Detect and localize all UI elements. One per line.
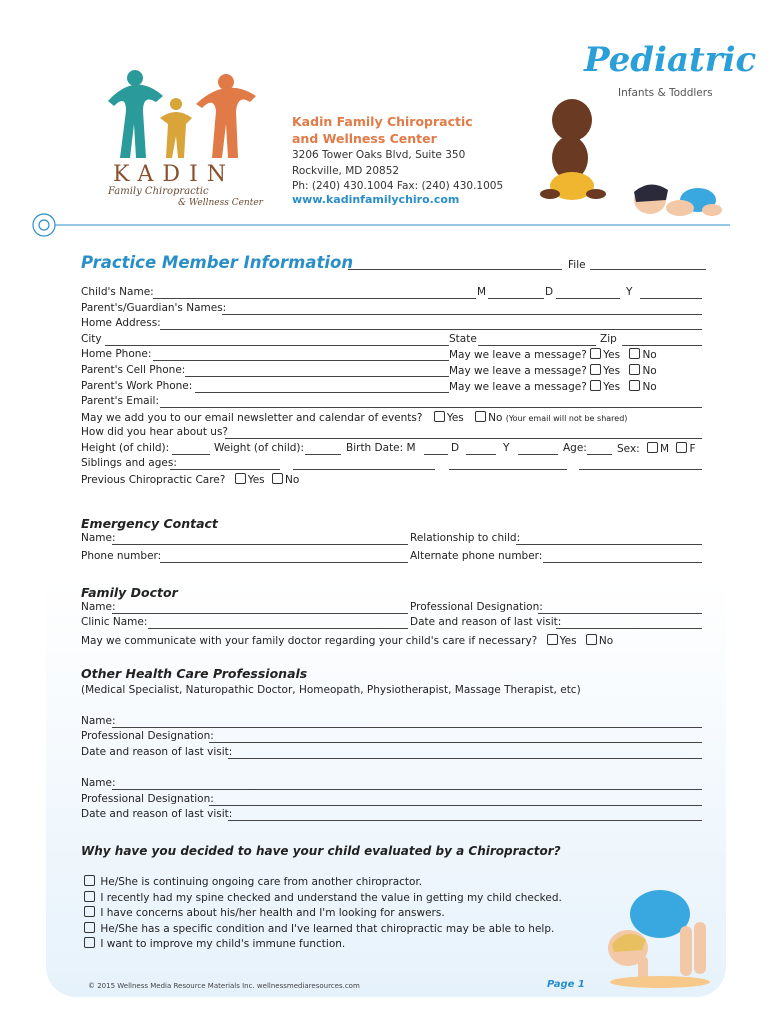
height-field[interactable] xyxy=(172,454,210,455)
no-label: No xyxy=(642,349,657,361)
why-option-3-label: I have concerns about his/her health and I'm looking for answers. xyxy=(100,907,445,919)
logo-wordmark: KADIN xyxy=(113,162,236,187)
phone-fax: Ph: (240) 430.1004 Fax: (240) 430.1005 xyxy=(292,180,504,192)
doctor-name-field[interactable] xyxy=(112,613,408,614)
hcp2-name-label: Name: xyxy=(81,777,116,789)
hear-about-field[interactable] xyxy=(225,438,702,439)
relationship-field[interactable] xyxy=(516,544,702,545)
work-phone-label: Parent's Work Phone: xyxy=(81,380,193,392)
birth-year-field[interactable] xyxy=(518,454,558,455)
logo-subtitle-2: & Wellness Center xyxy=(178,198,263,208)
why-option xyxy=(84,875,422,889)
why-option-1-checkbox[interactable] xyxy=(84,875,95,886)
cell-phone-message-question xyxy=(449,364,657,378)
practice-title: Practice Member Information xyxy=(81,253,354,272)
emergency-name-label: Name: xyxy=(81,532,116,544)
hcp1-last-visit-label: Date and reason of last visit: xyxy=(81,746,233,758)
zip-field[interactable] xyxy=(622,345,702,346)
dob-year-field[interactable] xyxy=(640,298,702,299)
family-doctor-title: Family Doctor xyxy=(81,585,178,600)
logo-subtitle: Family Chiropractic xyxy=(108,186,209,197)
height-label: Height (of child): xyxy=(81,442,170,454)
yes-label: Yes xyxy=(603,349,621,361)
newsletter-yes-checkbox[interactable] xyxy=(434,411,445,422)
childs-name-field[interactable] xyxy=(153,298,476,299)
why-option-5-checkbox[interactable] xyxy=(84,937,95,948)
previous-care-label: Previous Chiropractic Care? xyxy=(81,474,226,486)
city-field[interactable] xyxy=(105,345,449,346)
parents-names-field[interactable] xyxy=(222,314,702,315)
emergency-name-field[interactable] xyxy=(112,544,408,545)
pediatric-subtitle: Infants & Toddlers xyxy=(618,87,713,99)
childs-name-label: Child's Name: xyxy=(81,286,154,298)
hcp1-name-field[interactable] xyxy=(112,727,702,728)
why-option-3-checkbox[interactable] xyxy=(84,906,95,917)
pediatric-title: Pediatric xyxy=(584,40,757,80)
alt-phone-label: Alternate phone number: xyxy=(410,550,543,562)
newsletter-question xyxy=(81,411,627,425)
home-address-label: Home Address: xyxy=(81,317,161,329)
sex-m-checkbox[interactable] xyxy=(647,442,658,453)
website-link[interactable]: www.kadinfamilychiro.com xyxy=(292,193,460,206)
no-label: No xyxy=(598,635,614,647)
why-option xyxy=(84,906,445,920)
doctor-name-label: Name: xyxy=(81,601,116,613)
page-number: Page 1 xyxy=(547,979,585,990)
baby-illustration-icon xyxy=(530,98,730,226)
home-phone-label: Home Phone: xyxy=(81,348,152,360)
sibling-field-2[interactable] xyxy=(293,469,435,470)
other-hcp-title: Other Health Care Professionals xyxy=(81,666,308,681)
yes-label: Yes xyxy=(559,635,577,647)
leave-message-label: May we leave a message? xyxy=(449,381,587,393)
previous-care-no-checkbox[interactable] xyxy=(272,473,283,484)
yes-label: Yes xyxy=(446,412,464,424)
city-label: City xyxy=(81,333,102,345)
other-hcp-subtitle: (Medical Specialist, Naturopathic Doctor, Homeopath, Physiotherapist, Massage Therapist, etc) xyxy=(81,684,581,696)
header-divider-icon xyxy=(30,212,730,238)
clinic-address xyxy=(292,148,503,195)
file-label: File xyxy=(568,259,586,271)
cell-phone-yes-checkbox[interactable] xyxy=(590,364,601,375)
birth-day-field[interactable] xyxy=(466,454,496,455)
leave-message-label: May we leave a message? xyxy=(449,349,587,361)
no-label: No xyxy=(642,365,657,377)
email-note: (Your email will not be shared) xyxy=(505,414,628,423)
age-label: Age: xyxy=(563,442,587,454)
yes-label: Yes xyxy=(603,365,621,377)
clinic-name-line-1: Kadin Family Chiropractic xyxy=(292,114,473,129)
doctor-designation-label: Professional Designation: xyxy=(410,601,543,613)
alt-phone-field[interactable] xyxy=(543,562,702,563)
sex-f-checkbox[interactable] xyxy=(676,442,687,453)
why-option-5-label: I want to improve my child's immune function. xyxy=(100,938,346,950)
hcp1-last-visit-field[interactable] xyxy=(228,758,702,759)
dob-month-label: M xyxy=(477,286,487,298)
hcp2-name-field[interactable] xyxy=(112,789,702,790)
home-phone-message-question xyxy=(449,348,657,362)
work-phone-field[interactable] xyxy=(195,392,449,393)
hcp2-designation-label: Professional Designation: xyxy=(81,793,214,805)
sex-label: Sex: xyxy=(617,443,640,455)
clinic-name-field[interactable] xyxy=(148,628,408,629)
newsletter-label: May we add you to our email newsletter and calendar of events? xyxy=(81,412,423,424)
f-label: F xyxy=(689,443,696,455)
hcp2-designation-field[interactable] xyxy=(209,805,702,806)
communicate-no-checkbox[interactable] xyxy=(586,634,597,645)
zip-label: Zip xyxy=(600,333,617,345)
work-phone-message-question xyxy=(449,380,657,394)
previous-care-question xyxy=(81,473,299,487)
sibling-field-3[interactable] xyxy=(449,469,567,470)
emergency-phone-field[interactable] xyxy=(160,562,408,563)
why-option-2-checkbox[interactable] xyxy=(84,891,95,902)
hcp1-designation-label: Professional Designation: xyxy=(81,730,214,742)
yes-label: Yes xyxy=(247,474,265,486)
doctor-last-visit-label: Date and reason of last visit: xyxy=(410,616,562,628)
parents-names-label: Parent's/Guardian's Names: xyxy=(81,302,227,314)
relationship-label: Relationship to child: xyxy=(410,532,521,544)
no-label: No xyxy=(285,474,300,486)
clinic-name-label: Clinic Name: xyxy=(81,616,148,628)
home-phone-yes-checkbox[interactable] xyxy=(590,348,601,359)
clinic-name-line-2: and Wellness Center xyxy=(292,131,437,146)
why-option xyxy=(84,922,554,936)
work-phone-yes-checkbox[interactable] xyxy=(590,380,601,391)
weight-field[interactable] xyxy=(305,454,341,455)
cell-phone-no-checkbox[interactable] xyxy=(629,364,640,375)
home-address-field[interactable] xyxy=(160,329,702,330)
cell-phone-field[interactable] xyxy=(185,376,449,377)
doctor-designation-field[interactable] xyxy=(538,613,702,614)
why-option-1-label: He/She is continuing ongoing care from another chiropractor. xyxy=(100,876,423,888)
emergency-title: Emergency Contact xyxy=(81,516,218,531)
birth-day-label: D xyxy=(451,442,460,454)
birth-year-label: Y xyxy=(503,442,510,454)
communicate-yes-checkbox[interactable] xyxy=(547,634,558,645)
no-label: No xyxy=(642,381,657,393)
dob-year-label: Y xyxy=(626,286,633,298)
why-option-4-checkbox[interactable] xyxy=(84,922,95,933)
cell-phone-label: Parent's Cell Phone: xyxy=(81,364,186,376)
address-line-2: Rockville, MD 20852 xyxy=(292,164,400,177)
kadin-logo-figures-icon xyxy=(98,66,268,166)
doctor-last-visit-field[interactable] xyxy=(556,628,702,629)
siblings-label: Siblings and ages: xyxy=(81,457,177,469)
why-option-2-label: I recently had my spine checked and understand the value in getting my child checked. xyxy=(100,892,562,904)
hcp1-name-label: Name: xyxy=(81,715,116,727)
age-field[interactable] xyxy=(587,454,612,455)
sex-question xyxy=(617,442,696,456)
email-label: Parent's Email: xyxy=(81,395,159,407)
communicate-label: May we communicate with your family doctor regarding your child's care if necessary? xyxy=(81,635,538,647)
m-label: M xyxy=(660,443,670,455)
weight-label: Weight (of child): xyxy=(214,442,305,454)
dob-day-label: D xyxy=(545,286,554,298)
emergency-phone-label: Phone number: xyxy=(81,550,162,562)
file-field[interactable] xyxy=(590,269,706,270)
state-label: State xyxy=(449,333,477,345)
address-line-1: 3206 Tower Oaks Blvd, Suite 350 xyxy=(292,149,466,161)
why-title: Why have you decided to have your child evaluated by a Chiropractor? xyxy=(81,844,561,858)
sibling-field-1[interactable] xyxy=(170,469,280,470)
leave-message-label: May we leave a message? xyxy=(449,365,587,377)
footer-copyright: © 2015 Wellness Media Resource Materials Inc. wellnessmediaresources.com xyxy=(88,982,360,990)
why-option-4-label: He/She has a specific condition and I've learned that chiropractic may be able to help. xyxy=(100,923,555,935)
previous-care-yes-checkbox[interactable] xyxy=(235,473,246,484)
birth-month-field[interactable] xyxy=(424,454,448,455)
dob-day-field[interactable] xyxy=(556,298,620,299)
why-option xyxy=(84,937,345,951)
baby-bending-icon xyxy=(598,874,728,992)
yes-label: Yes xyxy=(603,381,621,393)
hcp2-last-visit-label: Date and reason of last visit: xyxy=(81,808,233,820)
hcp1-designation-field[interactable] xyxy=(209,742,702,743)
email-field[interactable] xyxy=(160,407,702,408)
home-phone-no-checkbox[interactable] xyxy=(629,348,640,359)
sibling-field-4[interactable] xyxy=(579,469,702,470)
communicate-question xyxy=(81,634,613,648)
state-field[interactable] xyxy=(478,345,596,346)
newsletter-no-checkbox[interactable] xyxy=(475,411,486,422)
why-option xyxy=(84,891,562,905)
no-label: No xyxy=(488,412,503,424)
clinic-name xyxy=(292,113,532,147)
work-phone-no-checkbox[interactable] xyxy=(629,380,640,391)
hcp2-last-visit-field[interactable] xyxy=(228,820,702,821)
birth-date-label: Birth Date: M xyxy=(346,442,416,454)
hear-about-label: How did you hear about us? xyxy=(81,426,228,438)
home-phone-field[interactable] xyxy=(153,360,449,361)
dob-month-field[interactable] xyxy=(488,298,544,299)
